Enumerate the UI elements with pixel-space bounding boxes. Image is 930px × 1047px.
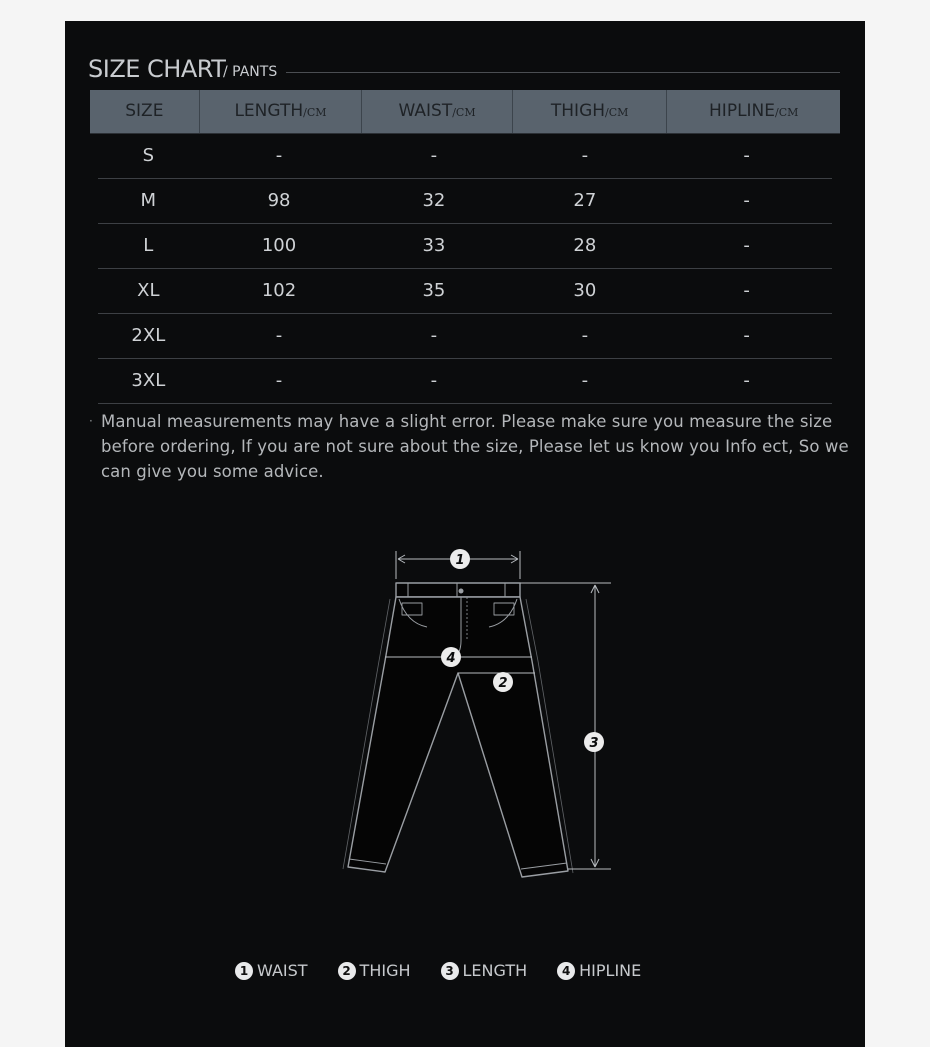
- cell-thigh: 27: [573, 190, 597, 211]
- cell-size: XL: [137, 280, 160, 301]
- legend-number-icon: 3: [441, 962, 459, 980]
- cell-size: S: [142, 145, 155, 166]
- note-bullet: ·: [89, 414, 93, 428]
- header-waist: WAIST/CM: [362, 90, 513, 133]
- header-size: SIZE: [90, 90, 200, 133]
- cell-waist: -: [430, 145, 438, 166]
- legend-label: WAIST: [257, 961, 308, 980]
- cell-hipline: -: [743, 370, 750, 391]
- cell-length: -: [275, 370, 283, 391]
- svg-text:1: 1: [455, 553, 465, 568]
- cell-thigh: 30: [573, 280, 597, 301]
- cell-size: 3XL: [131, 370, 166, 391]
- legend-number-icon: 4: [557, 962, 575, 980]
- marker-2-icon: [493, 672, 513, 692]
- cell-length: -: [275, 325, 283, 346]
- legend-item-thigh: [338, 958, 411, 984]
- cell-thigh: -: [581, 370, 589, 391]
- cell-thigh: 28: [573, 235, 597, 256]
- cell-waist: 35: [422, 280, 446, 301]
- svg-text:2: 2: [498, 676, 508, 691]
- cell-hipline: -: [743, 325, 750, 346]
- cell-waist: -: [430, 370, 438, 391]
- cell-length: 100: [261, 235, 297, 256]
- cell-hipline: -: [743, 145, 750, 166]
- diagram-legend: [235, 958, 695, 984]
- legend-label: THIGH: [359, 961, 411, 980]
- header-thigh: THIGH/CM: [513, 90, 668, 133]
- cell-waist: 33: [422, 235, 446, 256]
- legend-label: HIPLINE: [579, 961, 642, 980]
- cell-hipline: -: [743, 190, 750, 211]
- chart-subtitle: / PANTS: [223, 64, 278, 80]
- cell-thigh: -: [581, 325, 589, 346]
- note-text: Manual measurements may have a slight error. Please make sure you measure the size before ordering, If you are not sure about the size, Please let us know you Info ect, So we can give you some advice.: [101, 412, 849, 481]
- svg-text:4: 4: [446, 651, 456, 666]
- marker-4-icon: [441, 647, 461, 667]
- pants-measurement-diagram: [65, 21, 865, 1047]
- cell-length: 102: [261, 280, 297, 301]
- legend-number-icon: 2: [338, 962, 356, 980]
- pants-illustration: [343, 583, 573, 877]
- legend-item-length: [441, 958, 528, 984]
- cell-thigh: -: [581, 145, 589, 166]
- cell-hipline: -: [743, 235, 750, 256]
- cell-length: -: [275, 145, 283, 166]
- cell-length: 98: [267, 190, 291, 211]
- cell-waist: 32: [422, 190, 446, 211]
- svg-text:3: 3: [589, 736, 599, 751]
- chart-title: SIZE CHART: [88, 55, 226, 83]
- cell-size: M: [140, 190, 157, 211]
- cell-size: 2XL: [131, 325, 166, 346]
- cell-waist: -: [430, 325, 438, 346]
- marker-1-icon: [450, 549, 470, 569]
- marker-3-icon: [584, 732, 604, 752]
- legend-label: LENGTH: [462, 961, 528, 980]
- header-hipline: HIPLINE/CM: [709, 101, 799, 121]
- legend-item-waist: [235, 958, 308, 984]
- header-length: LENGTH/CM: [200, 90, 363, 133]
- cell-hipline: -: [743, 280, 750, 301]
- legend-number-icon: 1: [235, 962, 253, 980]
- legend-item-hipline: [557, 958, 641, 984]
- size-chart-panel: [65, 21, 865, 1047]
- cell-size: L: [143, 235, 154, 256]
